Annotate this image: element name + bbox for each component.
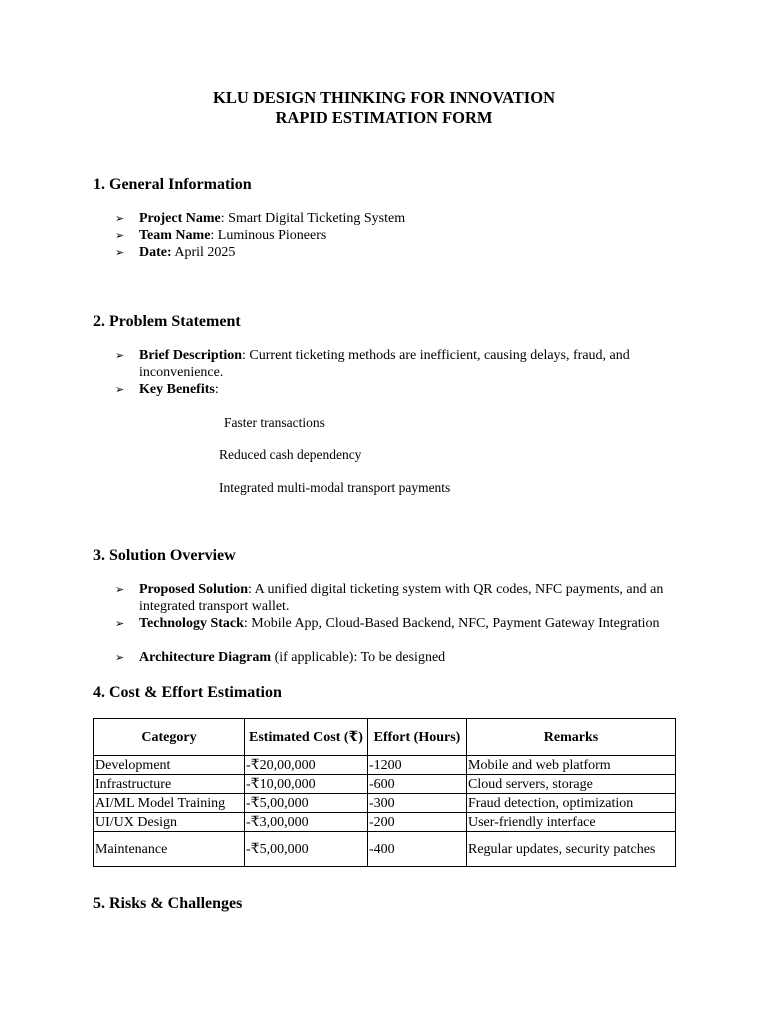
- section-heading-general-information: 1. General Information: [93, 176, 252, 193]
- cell-category: Maintenance: [94, 832, 245, 867]
- cell-category: UI/UX Design: [94, 813, 245, 832]
- cell-effort: -400: [368, 832, 467, 867]
- column-header-effort: Effort (Hours): [368, 719, 467, 756]
- cell-effort: -1200: [368, 756, 467, 775]
- team-name-item: [139, 227, 679, 244]
- cell-cost: -₹10,00,000: [245, 775, 368, 794]
- cell-category: Development: [94, 756, 245, 775]
- cell-effort: -300: [368, 794, 467, 813]
- proposed-solution-value: : A unified digital ticketing system with QR codes, NFC payments, and an integrated transport wallet.: [139, 582, 664, 614]
- architecture-diagram-label: Architecture Diagram: [139, 650, 272, 665]
- date-item: [139, 244, 679, 261]
- project-name-item: [139, 210, 679, 227]
- table-row: [94, 813, 676, 832]
- arrowhead-bullet-icon: ➢: [115, 213, 125, 225]
- cell-cost: -₹5,00,000: [245, 832, 368, 867]
- cell-remarks: Cloud servers, storage: [467, 775, 676, 794]
- cell-cost: -₹3,00,000: [245, 813, 368, 832]
- team-name-value: : Luminous Pioneers: [210, 228, 327, 243]
- date-label: Date:: [139, 245, 172, 260]
- cell-remarks: Fraud detection, optimization: [467, 794, 676, 813]
- cell-cost: -₹20,00,000: [245, 756, 368, 775]
- arrowhead-bullet-icon: ➢: [115, 350, 125, 362]
- arrowhead-bullet-icon: ➢: [115, 652, 125, 664]
- benefit-item: Integrated multi-modal transport payments: [219, 480, 451, 495]
- cell-remarks: Regular updates, security patches: [467, 832, 676, 867]
- cost-estimation-table: [93, 718, 676, 867]
- section-heading-problem-statement: 2. Problem Statement: [93, 313, 241, 330]
- cell-category: AI/ML Model Training: [94, 794, 245, 813]
- date-value: April 2025: [171, 245, 236, 260]
- column-header-remarks: Remarks: [467, 719, 676, 756]
- architecture-diagram-item: [139, 649, 679, 666]
- arrowhead-bullet-icon: ➢: [115, 247, 125, 259]
- team-name-label: Team Name: [139, 228, 211, 243]
- section-heading-risks-challenges: 5. Risks & Challenges: [93, 895, 243, 912]
- document-title-line-2: RAPID ESTIMATION FORM: [275, 108, 493, 127]
- key-benefits-label: Key Benefits: [139, 382, 215, 397]
- brief-description-item: [139, 347, 679, 381]
- benefit-item: Reduced cash dependency: [219, 447, 362, 462]
- proposed-solution-label: Proposed Solution: [139, 582, 249, 597]
- arrowhead-bullet-icon: ➢: [115, 230, 125, 242]
- section-heading-cost-effort: 4. Cost & Effort Estimation: [93, 684, 282, 701]
- benefit-item: Faster transactions: [224, 415, 325, 430]
- technology-stack-label: Technology Stack: [139, 616, 244, 631]
- cell-cost: -₹5,00,000: [245, 794, 368, 813]
- cell-remarks: Mobile and web platform: [467, 756, 676, 775]
- cell-effort: -600: [368, 775, 467, 794]
- table-row: [94, 756, 676, 775]
- table-row: [94, 794, 676, 813]
- column-header-category: Category: [94, 719, 245, 756]
- brief-description-value: : Current ticketing methods are inefficient, causing delays, fraud, and inconvenience.: [139, 348, 630, 380]
- cell-remarks: User-friendly interface: [467, 813, 676, 832]
- document-title-line-1: KLU DESIGN THINKING FOR INNOVATION: [213, 88, 555, 107]
- arrowhead-bullet-icon: ➢: [115, 618, 125, 630]
- project-name-label: Project Name: [139, 211, 221, 226]
- technology-stack-value: : Mobile App, Cloud-Based Backend, NFC, Payment Gateway Integration: [243, 616, 660, 631]
- key-benefits-colon: :: [214, 382, 219, 397]
- table-header-row: [94, 719, 676, 756]
- proposed-solution-item: [139, 581, 679, 615]
- arrowhead-bullet-icon: ➢: [115, 584, 125, 596]
- technology-stack-item: [139, 615, 679, 632]
- arrowhead-bullet-icon: ➢: [115, 384, 125, 396]
- brief-description-label: Brief Description: [139, 348, 243, 363]
- cell-effort: -200: [368, 813, 467, 832]
- key-benefits-item: [139, 381, 679, 398]
- section-heading-solution-overview: 3. Solution Overview: [93, 547, 236, 564]
- column-header-estimated-cost: Estimated Cost (₹): [245, 719, 368, 756]
- cell-category: Infrastructure: [94, 775, 245, 794]
- project-name-value: : Smart Digital Ticketing System: [220, 211, 406, 226]
- table-row: [94, 832, 676, 867]
- table-row: [94, 775, 676, 794]
- architecture-diagram-value: (if applicable): To be designed: [271, 650, 446, 665]
